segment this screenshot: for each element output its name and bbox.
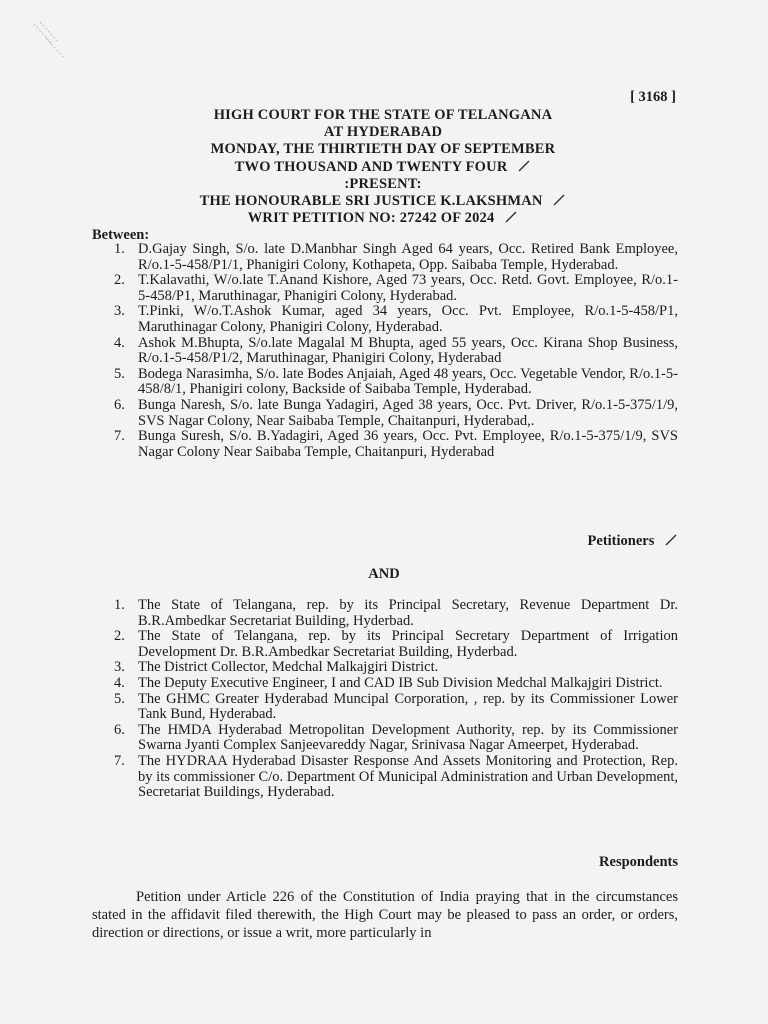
item-text: The State of Telangana, rep. by its Principal Secretary, Revenue Department Dr. B.R.Ambedkar Secretariat Building, Hyderbad.	[138, 597, 678, 629]
item-number: 5.	[114, 365, 125, 382]
list-item	[114, 674, 678, 692]
item-text: Bodega Narasimha, S/o. late Bodes Anjaiah, Aged 48 years, Occ. Vegetable Vendor, R/o.1-5-458/8/1, Phanigiri colony, Backside of Saibaba Temple, Hyderabad.	[138, 365, 678, 398]
list-item	[114, 690, 678, 723]
item-text: The HMDA Hyderabad Metropolitan Development Authority, rep. by its Commissioner Swarna Jyanti Complex Sanjeevareddy Nagar, Srinivasa Nagar Ameerpet, Hyderabad.	[138, 721, 678, 754]
heading-writ-row	[120, 210, 646, 227]
list-item	[114, 272, 678, 304]
item-number: 7.	[114, 428, 125, 445]
item-number: 1.	[114, 597, 125, 613]
item-text: T.Pinki, W/o.T.Ashok Kumar, aged 34 years, Occ. Pvt. Employee, R/o.1-5-458/P1, Maruthinagar Colony, Phanigiri Colony, Hyderabad.	[138, 303, 678, 335]
list-item	[114, 241, 678, 273]
item-number: 6.	[114, 721, 125, 738]
respondents-list	[114, 597, 678, 801]
scan-artifact-mark	[30, 18, 80, 63]
item-text: Bunga Naresh, S/o. late Bunga Yadagiri, Aged 38 years, Occ. Pvt. Driver, R/o.1-5-375/1/9, SVS Nagar Colony, Near Saibaba Temple, Chaitanpuri, Hyderabad,.	[138, 396, 678, 429]
item-text: The GHMC Greater Hyderabad Muncipal Corporation, , rep. by its Commissioner Lower Tank Bund, Hyderabad.	[138, 690, 678, 723]
item-text: T.Kalavathi, W/o.late T.Anand Kishore, Aged 73 years, Occ. Retd. Govt. Employee, R/o.1-5-458/P1, Maruthinagar, Phanigiri Colony, Hyderabad.	[138, 272, 678, 304]
item-text: The Deputy Executive Engineer, I and CAD IB Sub Division Medchal Malkajgiri District.	[138, 674, 663, 691]
item-text: Ashok M.Bhupta, S/o.late Magalal M Bhupta, aged 55 years, Occ. Kirana Shop Business, R/o.1-5-458/P1/2, Maruthinagar, Phanigiri Colony, Hyderabad	[138, 334, 678, 367]
item-number: 5.	[114, 690, 125, 707]
list-item	[114, 428, 678, 460]
item-text: The HYDRAA Hyderabad Disaster Response And Assets Monitoring and Protection, Rep. by its commissioner C/o. Department Of Municipal Administration and Urban Development, Secretariat Buildings, Hyderabad.	[138, 752, 678, 801]
list-item	[114, 721, 678, 754]
item-text: D.Gajay Singh, S/o. late D.Manbhar Singh Aged 64 years, Occ. Retired Bank Employee, R/o.1-5-458/P1/1, Phanigiri Colony, Kothapeta, Opp. Saibaba Temple, Hyderabad.	[138, 241, 678, 273]
heading-year: TWO THOUSAND AND TWENTY FOUR	[234, 158, 508, 175]
respondents-label: Respondents	[599, 854, 678, 870]
item-text: Bunga Suresh, S/o. B.Yadagiri, Aged 36 years, Occ. Pvt. Employee, R/o.1-5-375/1/9, SVS Nagar Colony Near Saibaba Temple, Chaitanpuri, Hyderabad	[138, 428, 678, 460]
petition-paragraph: Petition under Article 226 of the Constitution of India praying that in the circumstances stated in the affidavit filed therewith, the High Court may be pleased to pass an order, or orders, direction or directions, or issue a writ, more particularly in	[92, 889, 678, 942]
handwritten-tick-icon	[664, 534, 678, 546]
handwritten-tick-icon	[517, 160, 531, 172]
heading-justice-row	[120, 193, 646, 210]
heading-year-row	[120, 159, 646, 176]
court-heading	[120, 107, 646, 227]
item-number: 4.	[114, 334, 125, 351]
heading-court-name: HIGH COURT FOR THE STATE OF TELANGANA	[213, 107, 553, 123]
heading-date: MONDAY, THE THIRTIETH DAY OF SEPTEMBER	[210, 141, 556, 158]
petitioners-label: Petitioners	[587, 533, 655, 549]
item-text: The District Collector, Medchal Malkajgiri District.	[138, 659, 439, 676]
heading-location: AT HYDERABAD	[323, 124, 443, 141]
list-item	[114, 628, 678, 660]
item-number: 2.	[114, 628, 125, 645]
handwritten-tick-icon	[552, 194, 566, 206]
item-number: 1.	[114, 241, 125, 257]
heading-justice: THE HONOURABLE SRI JUSTICE K.LAKSHMAN	[199, 193, 543, 210]
and-separator: AND	[368, 566, 400, 582]
petitioners-label-row	[588, 533, 678, 550]
list-item	[114, 396, 678, 429]
item-number: 4.	[114, 674, 125, 691]
list-item	[114, 597, 678, 629]
item-number: 7.	[114, 752, 125, 769]
petitioners-list	[114, 241, 678, 460]
item-number: 6.	[114, 396, 125, 413]
case-reference-number: [ 3168 ]	[630, 89, 676, 105]
heading-writ-petition: WRIT PETITION NO: 27242 OF 2024	[247, 210, 495, 227]
heading-present: :PRESENT:	[344, 175, 422, 192]
item-number: 2.	[114, 272, 125, 289]
list-item	[114, 303, 678, 335]
item-number: 3.	[114, 303, 125, 320]
list-item	[114, 334, 678, 367]
list-item	[114, 752, 678, 801]
list-item	[114, 659, 678, 676]
list-item	[114, 365, 678, 398]
between-label: Between:	[92, 227, 150, 243]
item-number: 3.	[114, 659, 125, 676]
handwritten-tick-icon	[504, 211, 518, 223]
item-text: The State of Telangana, rep. by its Principal Secretary Department of Irrigation Development Dr. B.R.Ambedkar Secretariat Building, Hyderbad.	[138, 628, 678, 660]
